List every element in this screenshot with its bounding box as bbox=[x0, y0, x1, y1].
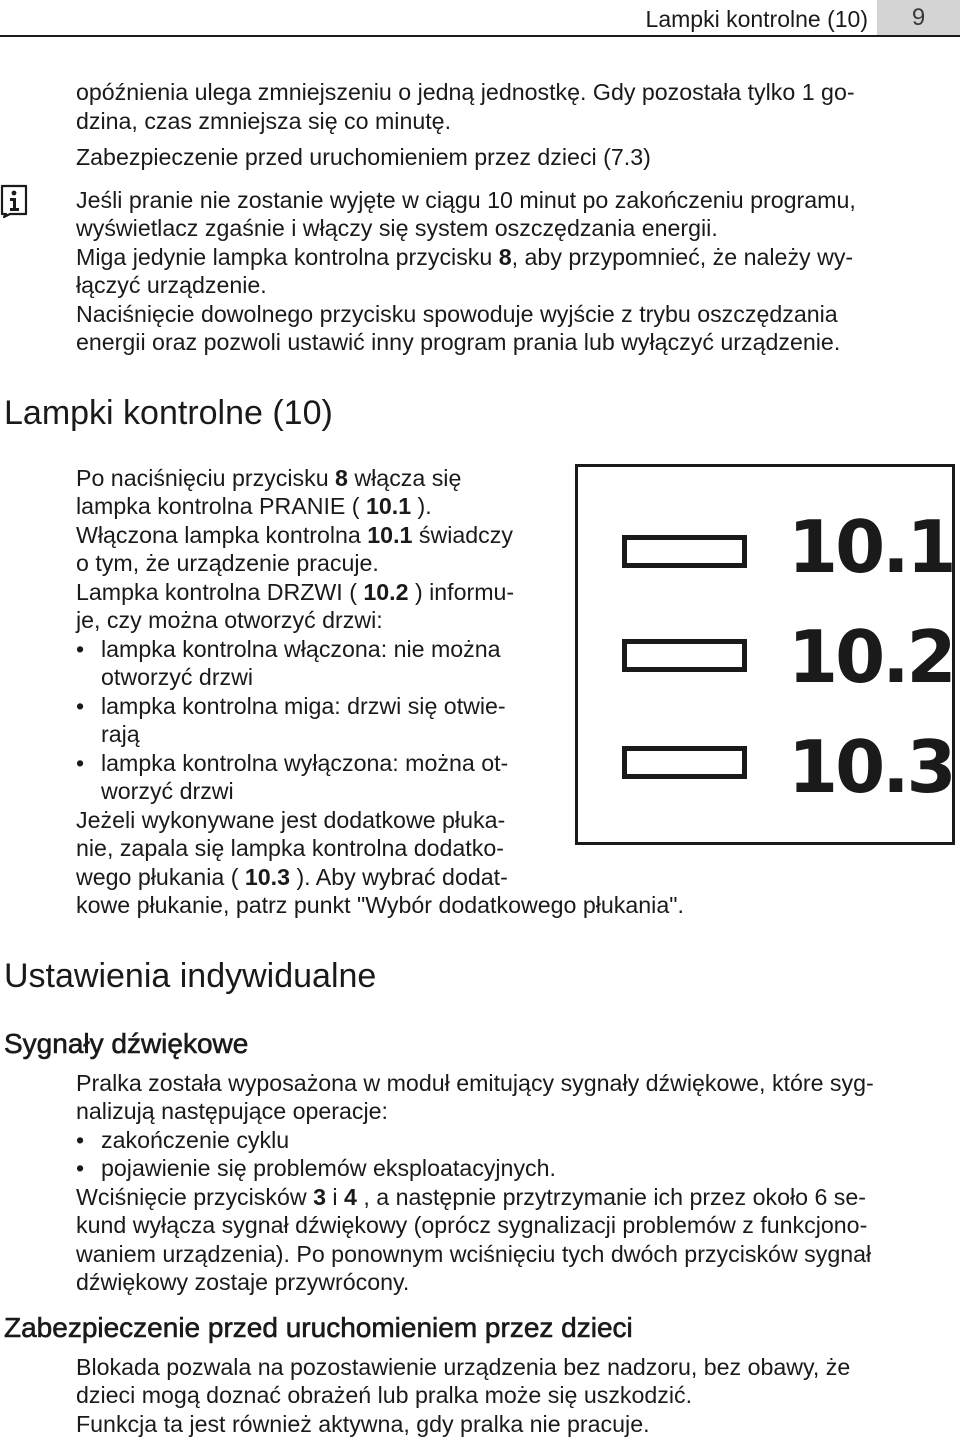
info-note-line: Naciśnięcie dowolnego przycisku spowoduje wyjście z trybu oszczędzania bbox=[76, 301, 838, 327]
child-lock-line: Funkcja ta jest również aktywna, gdy pralka nie pracuje. bbox=[76, 1411, 650, 1437]
lamps-line: wego płukania ( 10.3 ). Aby wybrać dodat- bbox=[76, 864, 508, 890]
sounds-line: dźwiękowy zostaje przywrócony. bbox=[76, 1269, 410, 1295]
sounds-line: Wciśnięcie przycisków 3 i 4 , a następnie przytrzymanie ich przez około 6 se- bbox=[76, 1184, 867, 1210]
intro-line: dzina, czas zmniejsza się co minutę. bbox=[76, 108, 452, 134]
settings-heading: Ustawienia indywidualne bbox=[4, 957, 377, 995]
running-header-title: Lampki kontrolne (10) bbox=[645, 6, 868, 32]
indicator-lamp-icon bbox=[622, 639, 747, 672]
bullet-icon: • bbox=[76, 693, 85, 719]
child-lock-line: Blokada pozwala na pozostawienie urządzenia bez nadzoru, bez obawy, że bbox=[76, 1354, 851, 1380]
header-rule bbox=[0, 35, 960, 37]
indicator-lamps-diagram bbox=[575, 464, 955, 845]
child-lock-line: dzieci mogą doznać obrażeń lub pralka może się uszkodzić. bbox=[76, 1382, 693, 1408]
lamps-line: lampka kontrolna PRANIE ( 10.1 ). bbox=[76, 493, 432, 519]
lamps-line: Włączona lampka kontrolna 10.1 świadczy bbox=[76, 522, 513, 548]
lamp-label: 10.1 bbox=[788, 505, 954, 589]
page-number: 9 bbox=[877, 0, 960, 35]
lamps-line: Jeżeli wykonywane jest dodatkowe płuka- bbox=[76, 807, 506, 833]
lamps-line: nie, zapala się lampka kontrolna dodatko- bbox=[76, 835, 504, 861]
sounds-line: Pralka została wyposażona w moduł emitujący sygnały dźwiękowe, które syg- bbox=[76, 1070, 874, 1096]
child-lock-heading: Zabezpieczenie przed uruchomieniem przez dzieci bbox=[4, 1312, 633, 1343]
sounds-line: kund wyłącza sygnał dźwiękowy (oprócz sygnalizacji problemów z funkcjono- bbox=[76, 1212, 868, 1238]
info-icon bbox=[0, 184, 30, 218]
indicator-lamp-icon bbox=[622, 535, 747, 568]
info-note-line: łączyć urządzenie. bbox=[76, 272, 267, 298]
bullet-icon: • bbox=[76, 750, 85, 776]
sounds-line: waniem urządzenia). Po ponownym wciśnięciu tych dwóch przycisków sygnał bbox=[76, 1241, 872, 1267]
info-note-line: energii oraz pozwoli ustawić inny program prania lub wyłączyć urządzenie. bbox=[76, 329, 841, 355]
lamps-heading: Lampki kontrolne (10) bbox=[4, 394, 333, 432]
bullet-icon: • bbox=[76, 1155, 85, 1181]
lamp-label: 10.2 bbox=[788, 615, 954, 699]
lamps-line: kowe płukanie, patrz punkt "Wybór dodatkowego płukania". bbox=[76, 892, 684, 918]
bullet-icon: • bbox=[76, 1127, 85, 1153]
info-note-line: Jeśli pranie nie zostanie wyjęte w ciągu 10 minut po zakończeniu programu, bbox=[76, 187, 856, 213]
lamps-line: o tym, że urządzenie pracuje. bbox=[76, 550, 379, 576]
sounds-heading: Sygnały dźwiękowe bbox=[4, 1028, 249, 1059]
indicator-lamp-icon bbox=[622, 746, 747, 779]
lamps-line: je, czy można otworzyć drzwi: bbox=[76, 607, 383, 633]
intro-line: Zabezpieczenie przed uruchomieniem przez dzieci (7.3) bbox=[76, 144, 651, 170]
lamps-line: Po naciśnięciu przycisku 8 włącza się bbox=[76, 465, 462, 491]
intro-line: opóźnienia ulega zmniejszeniu o jedną jednostkę. Gdy pozostała tylko 1 go- bbox=[76, 79, 855, 105]
info-note-line: wyświetlacz zgaśnie i włączy się system oszczędzania energii. bbox=[76, 215, 718, 241]
bullet-icon: • bbox=[76, 636, 85, 662]
sounds-line: nalizują następujące operacje: bbox=[76, 1098, 388, 1124]
lamps-line: Lampka kontrolna DRZWI ( 10.2 ) informu- bbox=[76, 579, 515, 605]
lamp-label: 10.3 bbox=[788, 725, 954, 809]
info-note-line: Miga jedynie lampka kontrolna przycisku 8, aby przypomnieć, że należy wy- bbox=[76, 244, 854, 270]
